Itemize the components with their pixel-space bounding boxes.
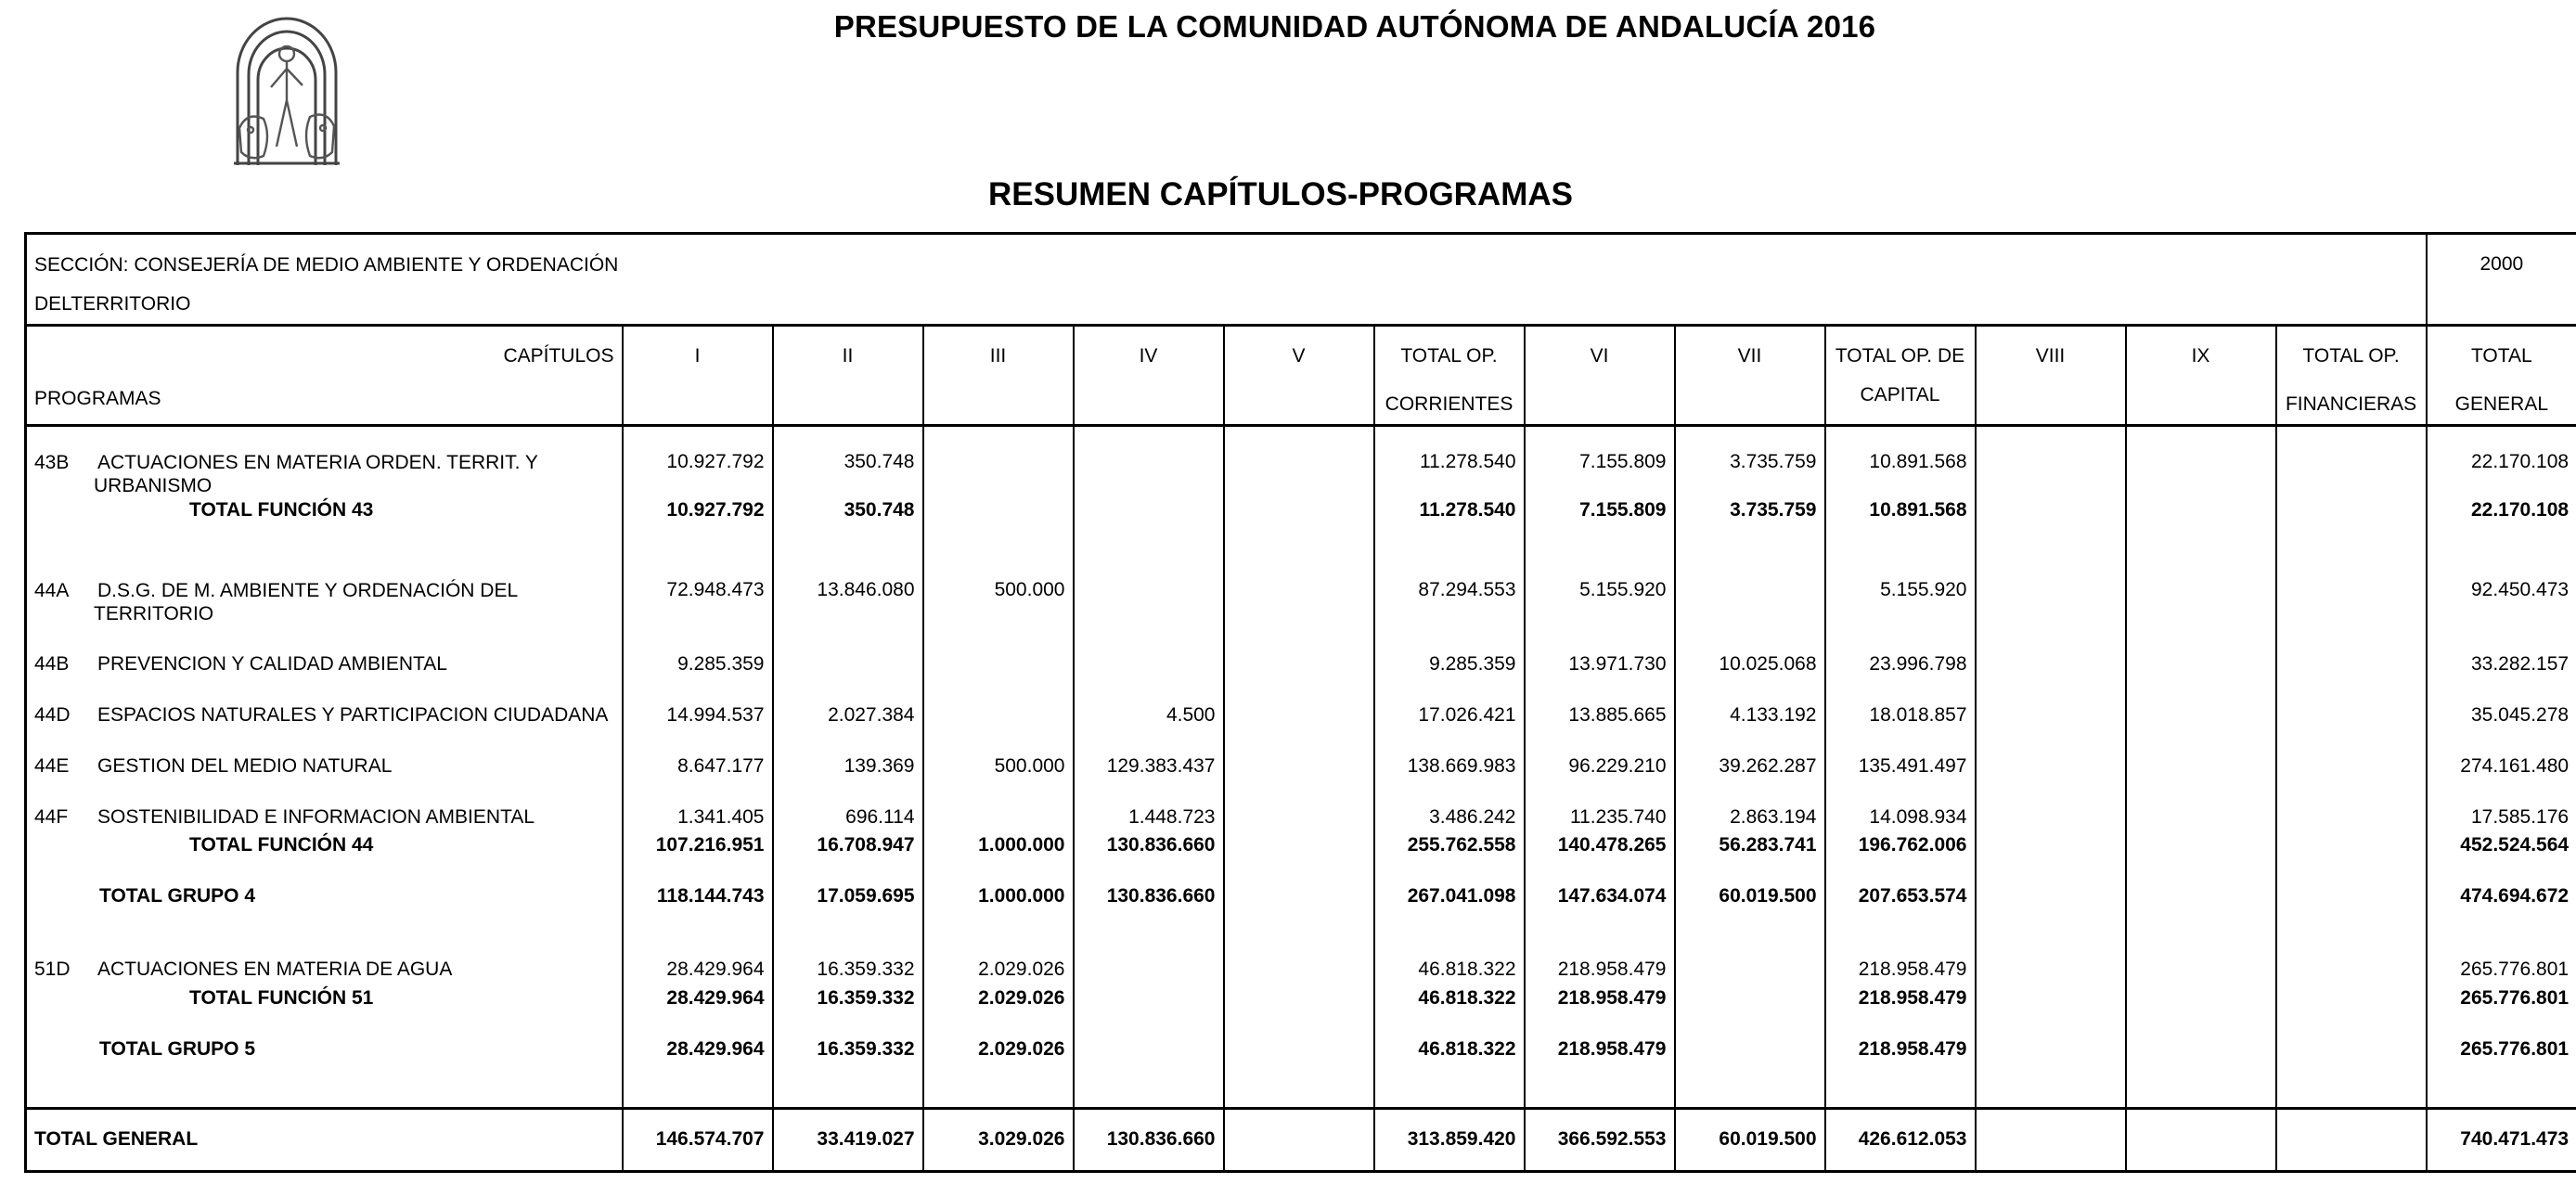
cell-vi: 366.592.553 xyxy=(1525,1108,1675,1171)
cell-vii xyxy=(1675,959,1825,987)
cell-ix xyxy=(2126,653,2276,704)
program-row-44d xyxy=(26,704,2576,755)
cell-iv xyxy=(1074,987,1224,1038)
cell-i: 10.927.792 xyxy=(623,426,773,498)
cell-viii xyxy=(1976,987,2126,1038)
cell-tof xyxy=(2276,1038,2427,1108)
cell-iv xyxy=(1074,579,1224,653)
cell-vi: 218.958.479 xyxy=(1525,1038,1675,1108)
cell-i: 10.927.792 xyxy=(623,497,773,579)
cell-tof xyxy=(2276,885,2427,959)
program-code: 44A xyxy=(34,580,70,601)
total-label: TOTAL GRUPO 5 xyxy=(99,1038,256,1060)
cell-iv xyxy=(1074,959,1224,987)
cell-tocap: 207.653.574 xyxy=(1825,885,1976,959)
cell-iii: 1.000.000 xyxy=(923,834,1074,885)
total-general-row xyxy=(26,1108,2576,1171)
cell-tof xyxy=(2276,806,2427,834)
cell-total: 474.694.672 xyxy=(2427,885,2576,959)
program-code: 44D xyxy=(34,704,71,726)
program-name-cont: URBANISMO xyxy=(94,475,213,496)
cell-ii: 2.027.384 xyxy=(773,704,923,755)
program-cell xyxy=(26,653,623,704)
program-cell xyxy=(26,959,623,987)
cell-v xyxy=(1224,806,1374,834)
cell-vii: 2.863.194 xyxy=(1675,806,1825,834)
cell-vi: 218.958.479 xyxy=(1525,959,1675,987)
cell-i: 118.144.743 xyxy=(623,885,773,959)
total-funcion-51-row xyxy=(26,987,2576,1038)
cell-total: 265.776.801 xyxy=(2427,1038,2576,1108)
cell-vii: 60.019.500 xyxy=(1675,885,1825,959)
total-grupo-5-row xyxy=(26,1038,2576,1108)
program-name: ACTUACIONES EN MATERIA DE AGUA xyxy=(97,959,453,980)
cell-tocap: 218.958.479 xyxy=(1825,987,1976,1038)
cell-toc: 11.278.540 xyxy=(1374,426,1525,498)
cell-iii: 3.029.026 xyxy=(923,1108,1074,1171)
cell-iii xyxy=(923,426,1074,498)
cell-tocap: 23.996.798 xyxy=(1825,653,1976,704)
cell-tof xyxy=(2276,987,2427,1038)
header-programas: PROGRAMAS xyxy=(34,388,161,409)
program-row-51d xyxy=(26,959,2576,987)
cell-total: 92.450.473 xyxy=(2427,579,2576,653)
cell-ii: 16.359.332 xyxy=(773,959,923,987)
header-total-general: TOTAL GENERAL xyxy=(2427,326,2576,426)
program-row-44e xyxy=(26,755,2576,806)
cell-tof xyxy=(2276,755,2427,806)
cell-iv: 130.836.660 xyxy=(1074,1108,1224,1171)
cell-tof xyxy=(2276,426,2427,498)
program-cell xyxy=(26,579,623,653)
cell-vi: 11.235.740 xyxy=(1525,806,1675,834)
cell-iii: 2.029.026 xyxy=(923,959,1074,987)
cell-v xyxy=(1224,704,1374,755)
cell-tocap: 10.891.568 xyxy=(1825,426,1976,498)
cell-total: 265.776.801 xyxy=(2427,959,2576,987)
cell-i: 8.647.177 xyxy=(623,755,773,806)
cell-viii xyxy=(1976,959,2126,987)
cell-tof xyxy=(2276,704,2427,755)
program-name: SOSTENIBILIDAD E INFORMACION AMBIENTAL xyxy=(97,806,535,828)
cell-toc: 138.669.983 xyxy=(1374,755,1525,806)
cell-ii: 16.359.332 xyxy=(773,1038,923,1108)
junta-andalucia-logo xyxy=(230,7,343,167)
section-row xyxy=(26,234,2576,326)
cell-vii xyxy=(1675,579,1825,653)
cell-i: 146.574.707 xyxy=(623,1108,773,1171)
header-total-op-corrientes: TOTAL OP. CORRIENTES xyxy=(1374,326,1525,426)
cell-ix xyxy=(2126,834,2276,885)
cell-vi: 140.478.265 xyxy=(1525,834,1675,885)
cell-ix xyxy=(2126,1038,2276,1108)
cell-iv xyxy=(1074,653,1224,704)
cell-v xyxy=(1224,834,1374,885)
cell-tof xyxy=(2276,959,2427,987)
cell-ix xyxy=(2126,987,2276,1038)
header-cap-vii: VII xyxy=(1675,326,1825,426)
cell-i: 9.285.359 xyxy=(623,653,773,704)
cell-toc: 255.762.558 xyxy=(1374,834,1525,885)
cell-total: 265.776.801 xyxy=(2427,987,2576,1038)
cell-v xyxy=(1224,579,1374,653)
cell-iii: 2.029.026 xyxy=(923,987,1074,1038)
cell-ix xyxy=(2126,885,2276,959)
program-code: 43B xyxy=(34,452,70,473)
cell-ii: 16.708.947 xyxy=(773,834,923,885)
cell-total: 35.045.278 xyxy=(2427,704,2576,755)
cell-iv: 129.383.437 xyxy=(1074,755,1224,806)
cell-iv: 130.836.660 xyxy=(1074,885,1224,959)
cell-ii: 139.369 xyxy=(773,755,923,806)
header-cap-i: I xyxy=(623,326,773,426)
cell-i: 28.429.964 xyxy=(623,987,773,1038)
cell-v xyxy=(1224,755,1374,806)
cell-iii: 2.029.026 xyxy=(923,1038,1074,1108)
cell-viii xyxy=(1976,755,2126,806)
cell-tof xyxy=(2276,653,2427,704)
program-code: 44E xyxy=(34,755,70,777)
header-total-op-financieras: TOTAL OP. FINANCIERAS xyxy=(2276,326,2427,426)
cell-ix xyxy=(2126,579,2276,653)
cell-tocap: 135.491.497 xyxy=(1825,755,1976,806)
cell-ix xyxy=(2126,755,2276,806)
cell-v xyxy=(1224,885,1374,959)
cell-i: 28.429.964 xyxy=(623,1038,773,1108)
cell-viii xyxy=(1976,426,2126,498)
cell-iii xyxy=(923,497,1074,579)
cell-v xyxy=(1224,1038,1374,1108)
cell-viii xyxy=(1976,704,2126,755)
cell-iv xyxy=(1074,497,1224,579)
cell-total: 22.170.108 xyxy=(2427,426,2576,498)
cell-v xyxy=(1224,426,1374,498)
header-cap-vi: VI xyxy=(1525,326,1675,426)
cell-viii xyxy=(1976,497,2126,579)
cell-viii xyxy=(1976,806,2126,834)
cell-toc: 46.818.322 xyxy=(1374,959,1525,987)
program-code: 44B xyxy=(34,653,70,675)
cell-tof xyxy=(2276,497,2427,579)
cell-v xyxy=(1224,653,1374,704)
header-cap-iii: III xyxy=(923,326,1074,426)
cell-tocap: 18.018.857 xyxy=(1825,704,1976,755)
cell-viii xyxy=(1976,885,2126,959)
cell-ii: 350.748 xyxy=(773,497,923,579)
cell-vi: 96.229.210 xyxy=(1525,755,1675,806)
program-row-43b xyxy=(26,426,2576,498)
total-grupo-4-row xyxy=(26,885,2576,959)
cell-ii: 350.748 xyxy=(773,426,923,498)
cell-vii: 60.019.500 xyxy=(1675,1108,1825,1171)
cell-vi: 7.155.809 xyxy=(1525,497,1675,579)
cell-iii: 500.000 xyxy=(923,755,1074,806)
cell-viii xyxy=(1976,1108,2126,1171)
total-label: TOTAL FUNCIÓN 51 xyxy=(189,987,374,1009)
cell-i: 1.341.405 xyxy=(623,806,773,834)
program-cell xyxy=(26,755,623,806)
program-name: PREVENCION Y CALIDAD AMBIENTAL xyxy=(97,653,447,675)
document-subtitle: RESUMEN CAPÍTULOS-PROGRAMAS xyxy=(987,176,1574,212)
cell-tof xyxy=(2276,1108,2427,1171)
cell-iii: 500.000 xyxy=(923,579,1074,653)
cell-viii xyxy=(1976,579,2126,653)
cell-total: 17.585.176 xyxy=(2427,806,2576,834)
program-name: GESTION DEL MEDIO NATURAL xyxy=(97,755,393,777)
cell-vii xyxy=(1675,1038,1825,1108)
program-row-44b xyxy=(26,653,2576,704)
column-header-row xyxy=(26,326,2576,426)
cell-vii: 39.262.287 xyxy=(1675,755,1825,806)
cell-iii xyxy=(923,653,1074,704)
cell-total: 452.524.564 xyxy=(2427,834,2576,885)
cell-toc: 9.285.359 xyxy=(1374,653,1525,704)
cell-tocap: 218.958.479 xyxy=(1825,959,1976,987)
total-label: TOTAL GENERAL xyxy=(34,1128,199,1150)
cell-ii: 33.419.027 xyxy=(773,1108,923,1171)
cell-vii: 3.735.759 xyxy=(1675,497,1825,579)
cell-tof xyxy=(2276,579,2427,653)
cell-vi: 13.885.665 xyxy=(1525,704,1675,755)
cell-iv xyxy=(1074,1038,1224,1108)
cell-toc: 87.294.553 xyxy=(1374,579,1525,653)
cell-vi: 5.155.920 xyxy=(1525,579,1675,653)
cell-viii xyxy=(1976,834,2126,885)
cell-toc: 46.818.322 xyxy=(1374,1038,1525,1108)
cell-toc: 267.041.098 xyxy=(1374,885,1525,959)
program-row-44a xyxy=(26,579,2576,653)
cell-iv: 130.836.660 xyxy=(1074,834,1224,885)
header-total-op-capital: TOTAL OP. DE CAPITAL xyxy=(1825,326,1976,426)
document-title: PRESUPUESTO DE LA COMUNIDAD AUTÓNOMA DE ANDALUCÍA 2016 xyxy=(833,9,1876,44)
cell-iii xyxy=(923,704,1074,755)
program-name: D.S.G. DE M. AMBIENTE Y ORDENACIÓN DEL xyxy=(97,580,519,601)
header-cap-ix: IX xyxy=(2126,326,2276,426)
cell-tocap: 196.762.006 xyxy=(1825,834,1976,885)
section-label-line2: DELTERRITORIO xyxy=(34,293,191,315)
cell-tof xyxy=(2276,834,2427,885)
cell-ix xyxy=(2126,1108,2276,1171)
cell-tocap: 10.891.568 xyxy=(1825,497,1976,579)
total-label: TOTAL GRUPO 4 xyxy=(99,885,256,907)
cell-vi: 218.958.479 xyxy=(1525,987,1675,1038)
cell-total: 22.170.108 xyxy=(2427,497,2576,579)
cell-tocap: 5.155.920 xyxy=(1825,579,1976,653)
cell-ix xyxy=(2126,704,2276,755)
header-capitulos: CAPÍTULOS xyxy=(503,345,614,367)
cell-total: 274.161.480 xyxy=(2427,755,2576,806)
section-code: 2000 xyxy=(2427,234,2576,326)
header-cap-v: V xyxy=(1224,326,1374,426)
cell-ii: 17.059.695 xyxy=(773,885,923,959)
cell-iv xyxy=(1074,426,1224,498)
program-row-44f xyxy=(26,806,2576,834)
cell-vii: 56.283.741 xyxy=(1675,834,1825,885)
program-code: 51D xyxy=(34,959,71,980)
cell-ii: 13.846.080 xyxy=(773,579,923,653)
cell-i: 14.994.537 xyxy=(623,704,773,755)
cell-iii xyxy=(923,806,1074,834)
cell-toc: 11.278.540 xyxy=(1374,497,1525,579)
program-name: ESPACIOS NATURALES Y PARTICIPACION CIUDADANA xyxy=(97,704,609,726)
cell-v xyxy=(1224,987,1374,1038)
cell-ix xyxy=(2126,497,2276,579)
cell-ii: 696.114 xyxy=(773,806,923,834)
cell-total: 740.471.473 xyxy=(2427,1108,2576,1171)
cell-v xyxy=(1224,497,1374,579)
cell-ii: 16.359.332 xyxy=(773,987,923,1038)
program-cell xyxy=(26,704,623,755)
cell-vi: 13.971.730 xyxy=(1525,653,1675,704)
header-cap-viii: VIII xyxy=(1976,326,2126,426)
cell-tocap: 218.958.479 xyxy=(1825,1038,1976,1108)
cell-viii xyxy=(1976,1038,2126,1108)
cell-total: 33.282.157 xyxy=(2427,653,2576,704)
cell-toc: 17.026.421 xyxy=(1374,704,1525,755)
cell-vii xyxy=(1675,987,1825,1038)
header-cap-iv: IV xyxy=(1074,326,1224,426)
cell-ix xyxy=(2126,806,2276,834)
program-code: 44F xyxy=(34,806,69,828)
cell-viii xyxy=(1976,653,2126,704)
cell-tocap: 14.098.934 xyxy=(1825,806,1976,834)
cell-i: 72.948.473 xyxy=(623,579,773,653)
cell-v xyxy=(1224,1108,1374,1171)
total-funcion-44-row xyxy=(26,834,2576,885)
cell-vi: 7.155.809 xyxy=(1525,426,1675,498)
cell-i: 28.429.964 xyxy=(623,959,773,987)
cell-vi: 147.634.074 xyxy=(1525,885,1675,959)
cell-toc: 313.859.420 xyxy=(1374,1108,1525,1171)
cell-iv: 1.448.723 xyxy=(1074,806,1224,834)
cell-iii: 1.000.000 xyxy=(923,885,1074,959)
cell-vii: 10.025.068 xyxy=(1675,653,1825,704)
cell-v xyxy=(1224,959,1374,987)
cell-iv: 4.500 xyxy=(1074,704,1224,755)
total-label: TOTAL FUNCIÓN 44 xyxy=(189,834,374,856)
cell-i: 107.216.951 xyxy=(623,834,773,885)
cell-toc: 46.818.322 xyxy=(1374,987,1525,1038)
cell-toc: 3.486.242 xyxy=(1374,806,1525,834)
program-cell xyxy=(26,806,623,834)
program-name: ACTUACIONES EN MATERIA ORDEN. TERRIT. Y xyxy=(97,452,538,473)
cell-ix xyxy=(2126,426,2276,498)
budget-table xyxy=(24,232,2576,1173)
cell-vii: 4.133.192 xyxy=(1675,704,1825,755)
program-cell xyxy=(26,426,623,498)
cell-ii xyxy=(773,653,923,704)
cell-vii: 3.735.759 xyxy=(1675,426,1825,498)
header-cap-ii: II xyxy=(773,326,923,426)
section-label-line1: SECCIÓN: CONSEJERÍA DE MEDIO AMBIENTE Y ORDENACIÓN xyxy=(34,254,619,276)
total-funcion-43-row xyxy=(26,497,2576,579)
cell-ix xyxy=(2126,959,2276,987)
program-name-cont: TERRITORIO xyxy=(94,603,214,624)
cell-tocap: 426.612.053 xyxy=(1825,1108,1976,1171)
total-label: TOTAL FUNCIÓN 43 xyxy=(189,499,374,521)
